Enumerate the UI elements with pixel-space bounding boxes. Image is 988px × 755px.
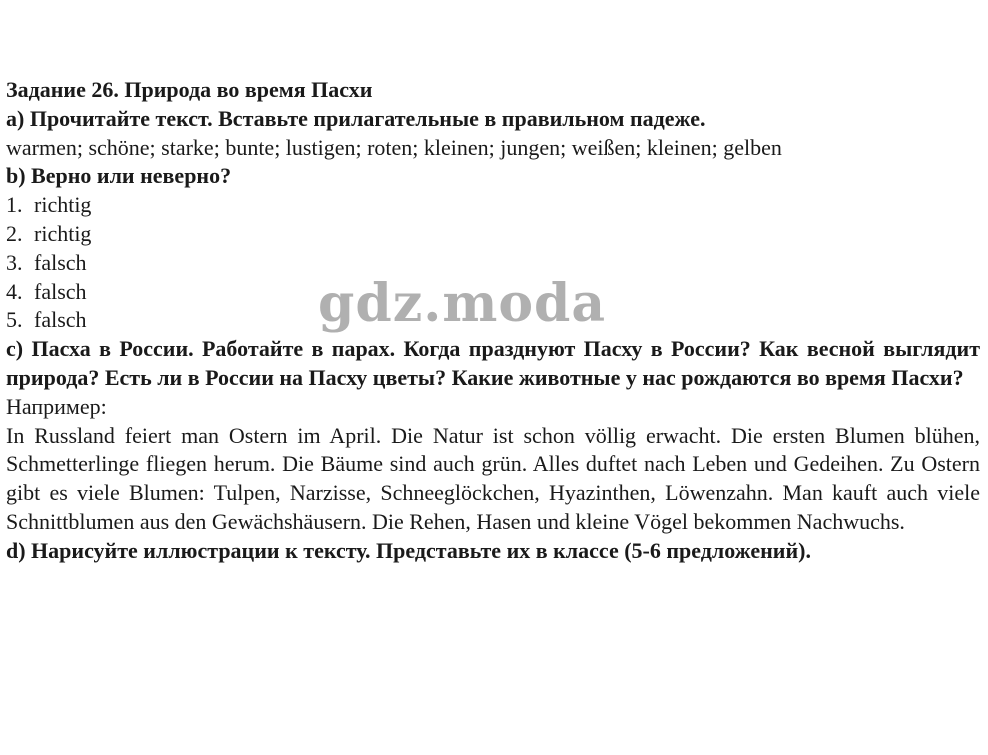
task-title: Задание 26. Природа во время Пасхи bbox=[6, 77, 373, 102]
list-item bbox=[6, 306, 980, 335]
item-answer: richtig bbox=[34, 192, 92, 218]
list-item bbox=[6, 278, 980, 307]
part-a-answer: warmen; schöne; starke; bunte; lustigen; roten; kleinen; jungen; weißen; kleinen; gelben bbox=[6, 134, 782, 160]
part-c-heading: c) Пасха в России. Работайте в парах. Когда празднуют Пасху в России? Как весной выглядит природа? Есть ли в России на Пасху цветы? Какие животные у нас рождаются во время Пасхи? bbox=[6, 336, 980, 390]
item-answer: falsch bbox=[34, 307, 87, 333]
item-number: 2. bbox=[6, 220, 23, 246]
item-number: 1. bbox=[6, 192, 23, 218]
example-text: In Russland feiert man Ostern im April. Die Natur ist schon völlig erwacht. Die ersten Blumen blühen, Schmetterlinge fliegen herum. Die Bäume sind auch grün. Alles duftet nach Leben und Gedeihen. Zu Ostern gibt es viele Blumen: Tulpen, Narzisse, Schneeglöckchen, Hyazinthen, Löwenzahn. Man kauft auch viele Schnittblumen aus den Gewächshäusern. Die Rehen, Hasen und kleine Vögel bekommen Nachwuchs. bbox=[6, 422, 980, 534]
item-answer: falsch bbox=[34, 249, 87, 275]
part-b-heading: b) Верно или неверно? bbox=[6, 163, 232, 189]
item-number: 5. bbox=[6, 307, 23, 333]
item-answer: falsch bbox=[34, 278, 87, 304]
part-a-heading: a) Прочитайте текст. Вставьте прилагательные в правильном падеже. bbox=[6, 105, 706, 131]
document-page bbox=[6, 76, 980, 566]
item-number: 3. bbox=[6, 249, 23, 275]
watermark-logo: gdz.moda bbox=[318, 273, 607, 334]
item-answer: richtig bbox=[34, 220, 92, 246]
list-item bbox=[6, 191, 980, 220]
example-label: Например: bbox=[6, 393, 107, 419]
list-item bbox=[6, 249, 980, 278]
part-d-heading: d) Нарисуйте иллюстрации к тексту. Представьте их в классе (5-6 предложений). bbox=[6, 537, 811, 563]
item-number: 4. bbox=[6, 278, 23, 304]
list-item bbox=[6, 220, 980, 249]
